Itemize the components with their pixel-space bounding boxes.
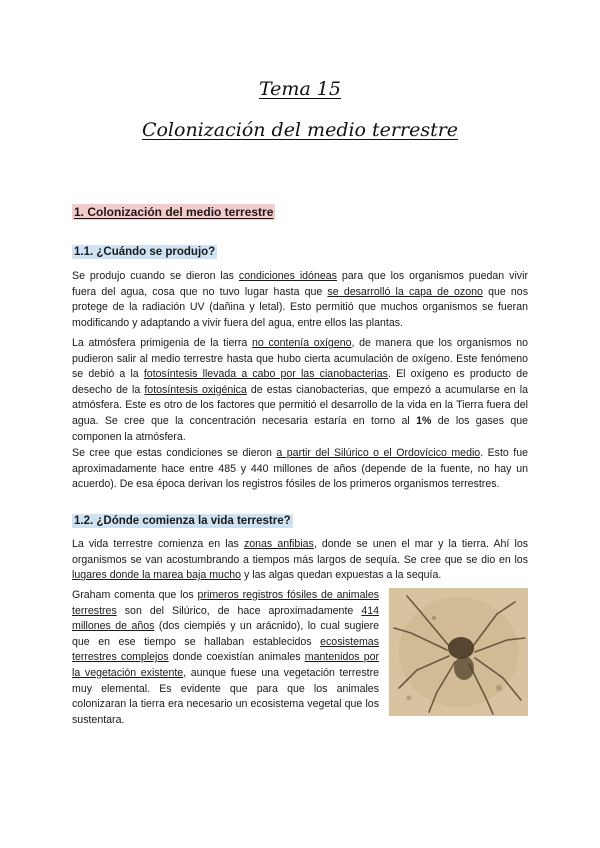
page-title: Tema 15 — [258, 78, 341, 100]
bold-text: 1% — [416, 414, 432, 427]
text: , aunque fuese una vegetación terrestre muy elemental. Es evidente que para que los animales colonizaran la tierra era necesario un ecosistema vegetal que los sustentara. — [72, 666, 379, 726]
text: para que los organismos puedan vivir fuera del agua, cosa que no tuvo lugar hasta que — [72, 270, 528, 298]
paragraph-3 — [72, 446, 528, 493]
text: . Esto fue aproximadamente hace entre 485 y 440 millones de años (depende de la fuente, no hay un acuerdo). De esa época derivan los registros fósiles de los primeros organismos terrestres. — [72, 447, 529, 491]
underlined-text: 414 millones de años — [72, 604, 379, 633]
text: donde coexistían animales — [168, 651, 305, 664]
text: La vida terrestre comienza en las — [72, 538, 244, 550]
page-subtitle: Colonización del medio terrestre — [141, 119, 459, 141]
underlined-text: no contenía oxígeno — [252, 337, 352, 349]
text: , donde se unen el mar y la tierra. Ahí los organismos se van acostumbrando a tiempos más largos de sequía. Se cree que se dio en los — [72, 538, 529, 566]
section-heading-1: 1. Colonización del medio terrestre — [74, 205, 274, 219]
underlined-text: se desarrolló la capa de ozono — [327, 285, 483, 298]
underlined-text: fotosíntesis llevada a cabo por las cianobacterias — [143, 368, 388, 381]
text: Se produjo cuando se dieron las — [72, 270, 239, 282]
underlined-text: mantenidos por la vegetación existente — [72, 651, 379, 679]
text: y las algas quedan expuestas a la sequía. — [241, 569, 442, 582]
fossil-image — [389, 588, 528, 716]
fossil-arachnid-photo — [389, 588, 528, 716]
text: La atmósfera primigenia de la tierra — [72, 337, 253, 349]
underlined-text: a partir del Silúrico o el Ordovícico medio — [276, 447, 481, 459]
underlined-text: fotosíntesis oxigénica — [144, 383, 247, 396]
text: , de manera que los organismos no pudieron salir al medio terrestre hasta que hubo cierta acumulación de oxígeno. Este fenómeno se debió a la — [72, 337, 528, 381]
text: (dos ciempiés y un arácnido), lo cual sugiere que en ese tiempo se hallaban establecidos — [72, 620, 379, 648]
text: Se cree que estas condiciones se dieron — [72, 447, 277, 459]
paragraph-4 — [72, 537, 528, 584]
text: . El oxígeno es producto de desecho de la — [72, 368, 528, 396]
text: que nos protege de la radiación UV (dañina y letal). Esto permitió que muchos organismos se fueran modificando y adaptando a vivir fuera del agua, entre ellos las plantas. — [72, 285, 528, 329]
subsection-heading-1-1: 1.1. ¿Cuándo se produjo? — [74, 246, 216, 258]
underlined-text: primeros registros fósiles de animales terrestres — [72, 589, 380, 617]
paragraph-5 — [72, 588, 379, 728]
underlined-text: lugares donde la marea baja mucho — [72, 569, 242, 582]
subsection-heading-1-2: 1.2. ¿Dónde comienza la vida terrestre? — [74, 515, 291, 527]
paragraph-2 — [72, 336, 528, 445]
underlined-text: condiciones idóneas — [238, 270, 337, 282]
underlined-text: zonas anfibias — [243, 538, 314, 550]
text: son del Silúrico, de hace aproximadamente — [116, 604, 362, 617]
paragraph-1 — [72, 269, 528, 331]
text: de estas cianobacterias, que empezó a acumularse en la atmósfera. Este es otro de los factores que permitió el desarrollo de la vida en la Tierra fuera del agua. Se cree que la concentración necesaria estaría en torno al — [72, 383, 528, 427]
text: Graham comenta que los — [72, 589, 198, 601]
text: de los gases que componen la atmósfera. — [72, 414, 528, 443]
underlined-text: ecosistemas terrestres complejos — [72, 635, 379, 664]
